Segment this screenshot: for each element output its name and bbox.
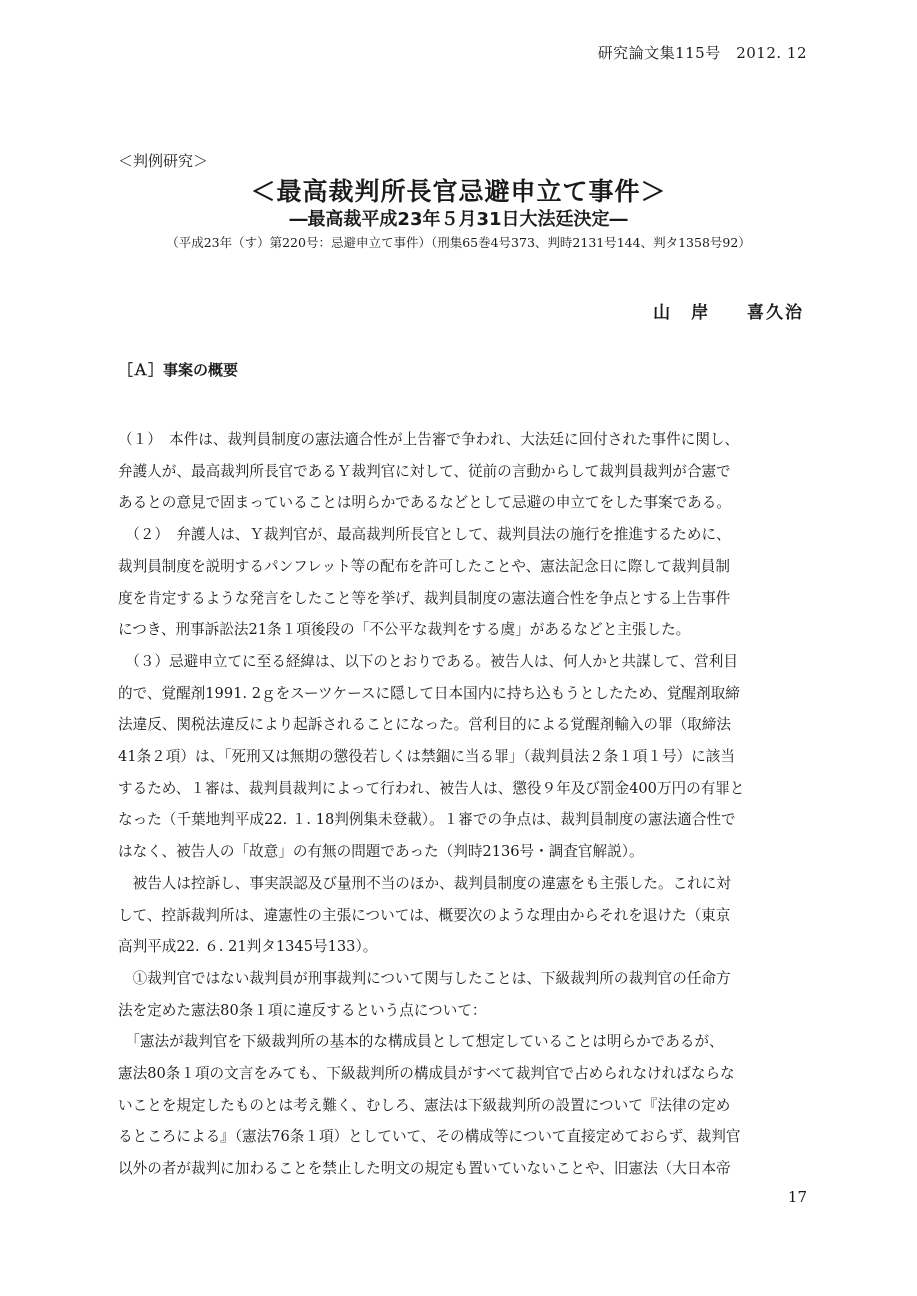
text-line: 裁判員制度を説明するパンフレット等の配布を許可したことや、憲法記念日に際して裁判員制 [118,557,730,575]
text-line: 憲法80条１項の文言をみても、下級裁判所の構成員がすべて裁判官で占められなければならな [118,1065,735,1083]
text-line: につき、刑事訴訟法21条１項後段の「不公平な裁判をする虞」があるなどと主張した。 [118,621,691,639]
case-citation: （平成23年（す）第220号：忌避申立て事件）（刑集65巻4号373、判時2131号144、判タ1358号92） [166,235,751,250]
text-line: はなく、被告人の「故意」の有無の問題であった（判時2136号・調査官解説）。 [118,843,644,861]
text-line: 法を定めた憲法80条１項に違反するという点について： [118,1001,487,1019]
text-line: なった（千葉地判平成22. １. 18判例集未登載）。１審での争点は、裁判員制度の憲法適合性で [118,811,736,829]
author-name: 山 岸 喜久治 [653,303,804,323]
body-text [118,424,808,1185]
text-line: （２） 弁護人は、Ｙ裁判官が、最高裁判所長官として、裁判員法の施行を推進するために、 [118,526,731,544]
text-line: （３）忌避申立てに至る経緯は、以下のとおりである。被告人は、何人かと共謀して、営利目 [118,652,738,670]
text-line: するため、１審は、裁判員裁判によって行われ、被告人は、懲役９年及び罰金400万円の有罪と [118,779,745,797]
text-line: 的で、覚醒剤1991. 2ｇをスーツケースに隠して日本国内に持ち込もうとしたため、覚醒剤取締 [118,684,740,702]
text-line: ①裁判官ではない裁判員が刑事裁判について関与したことは、下級裁判所の裁判官の任命方 [118,969,731,987]
text-line: 法違反、関税法違反により起訴されることになった。営利目的による覚醒剤輸入の罪（取締法 [118,716,731,734]
text-line: して、控訴裁判所は、違憲性の主張については、概要次のような理由からそれを退けた（東京 [118,906,731,924]
text-line: 「憲法が裁判官を下級裁判所の基本的な構成員として想定していることは明らかであるが、 [118,1033,724,1051]
article-subtitle: ―最高裁平成23年５月31日大法廷決定― [289,209,628,230]
page-number: 17 [787,1188,807,1206]
text-line: 度を肯定するような発言をしたこと等を挙げ、裁判員制度の憲法適合性を争点とする上告事件 [118,589,731,607]
section-heading: ［Ａ］事案の概要 [118,361,239,379]
article-title: ＜最高裁判所長官忌避申立て事件＞ [250,177,667,206]
running-header: 研究論文集115号 2012. 12 [597,44,807,62]
section-label: ＜判例研究＞ [118,152,209,170]
text-line: 弁護人が、最高裁判所長官であるＹ裁判官に対して、従前の言動からして裁判員裁判が合憲で [118,462,731,480]
text-line: 高判平成22. ６. 21判タ1345号133）。 [118,938,378,956]
text-line: 41条２項）は、「死刑又は無期の懲役若しくは禁錮に当る罪」（裁判員法２条１項１号）に該当 [118,748,735,766]
text-line: （１） 本件は、裁判員制度の憲法適合性が上告審で争われ、大法廷に回付された事件に関し、 [118,431,740,448]
text-line: るところによる』（憲法76条１項）としていて、その構成等について直接定めておらず、裁判官 [118,1128,741,1146]
text-line: 以外の者が裁判に加わることを禁止した明文の規定も置いていないことや、旧憲法（大日本帝 [118,1160,731,1178]
text-line: あるとの意見で固まっていることは明らかであるなどとして忌避の申立てをした事案である。 [118,494,731,512]
text-line: 被告人は控訴し、事実誤認及び量刑不当のほか、裁判員制度の違憲をも主張した。これに対 [118,874,731,892]
text-line: いことを規定したものとは考え難く、むしろ、憲法は下級裁判所の設置について『法律の定め [118,1096,731,1114]
